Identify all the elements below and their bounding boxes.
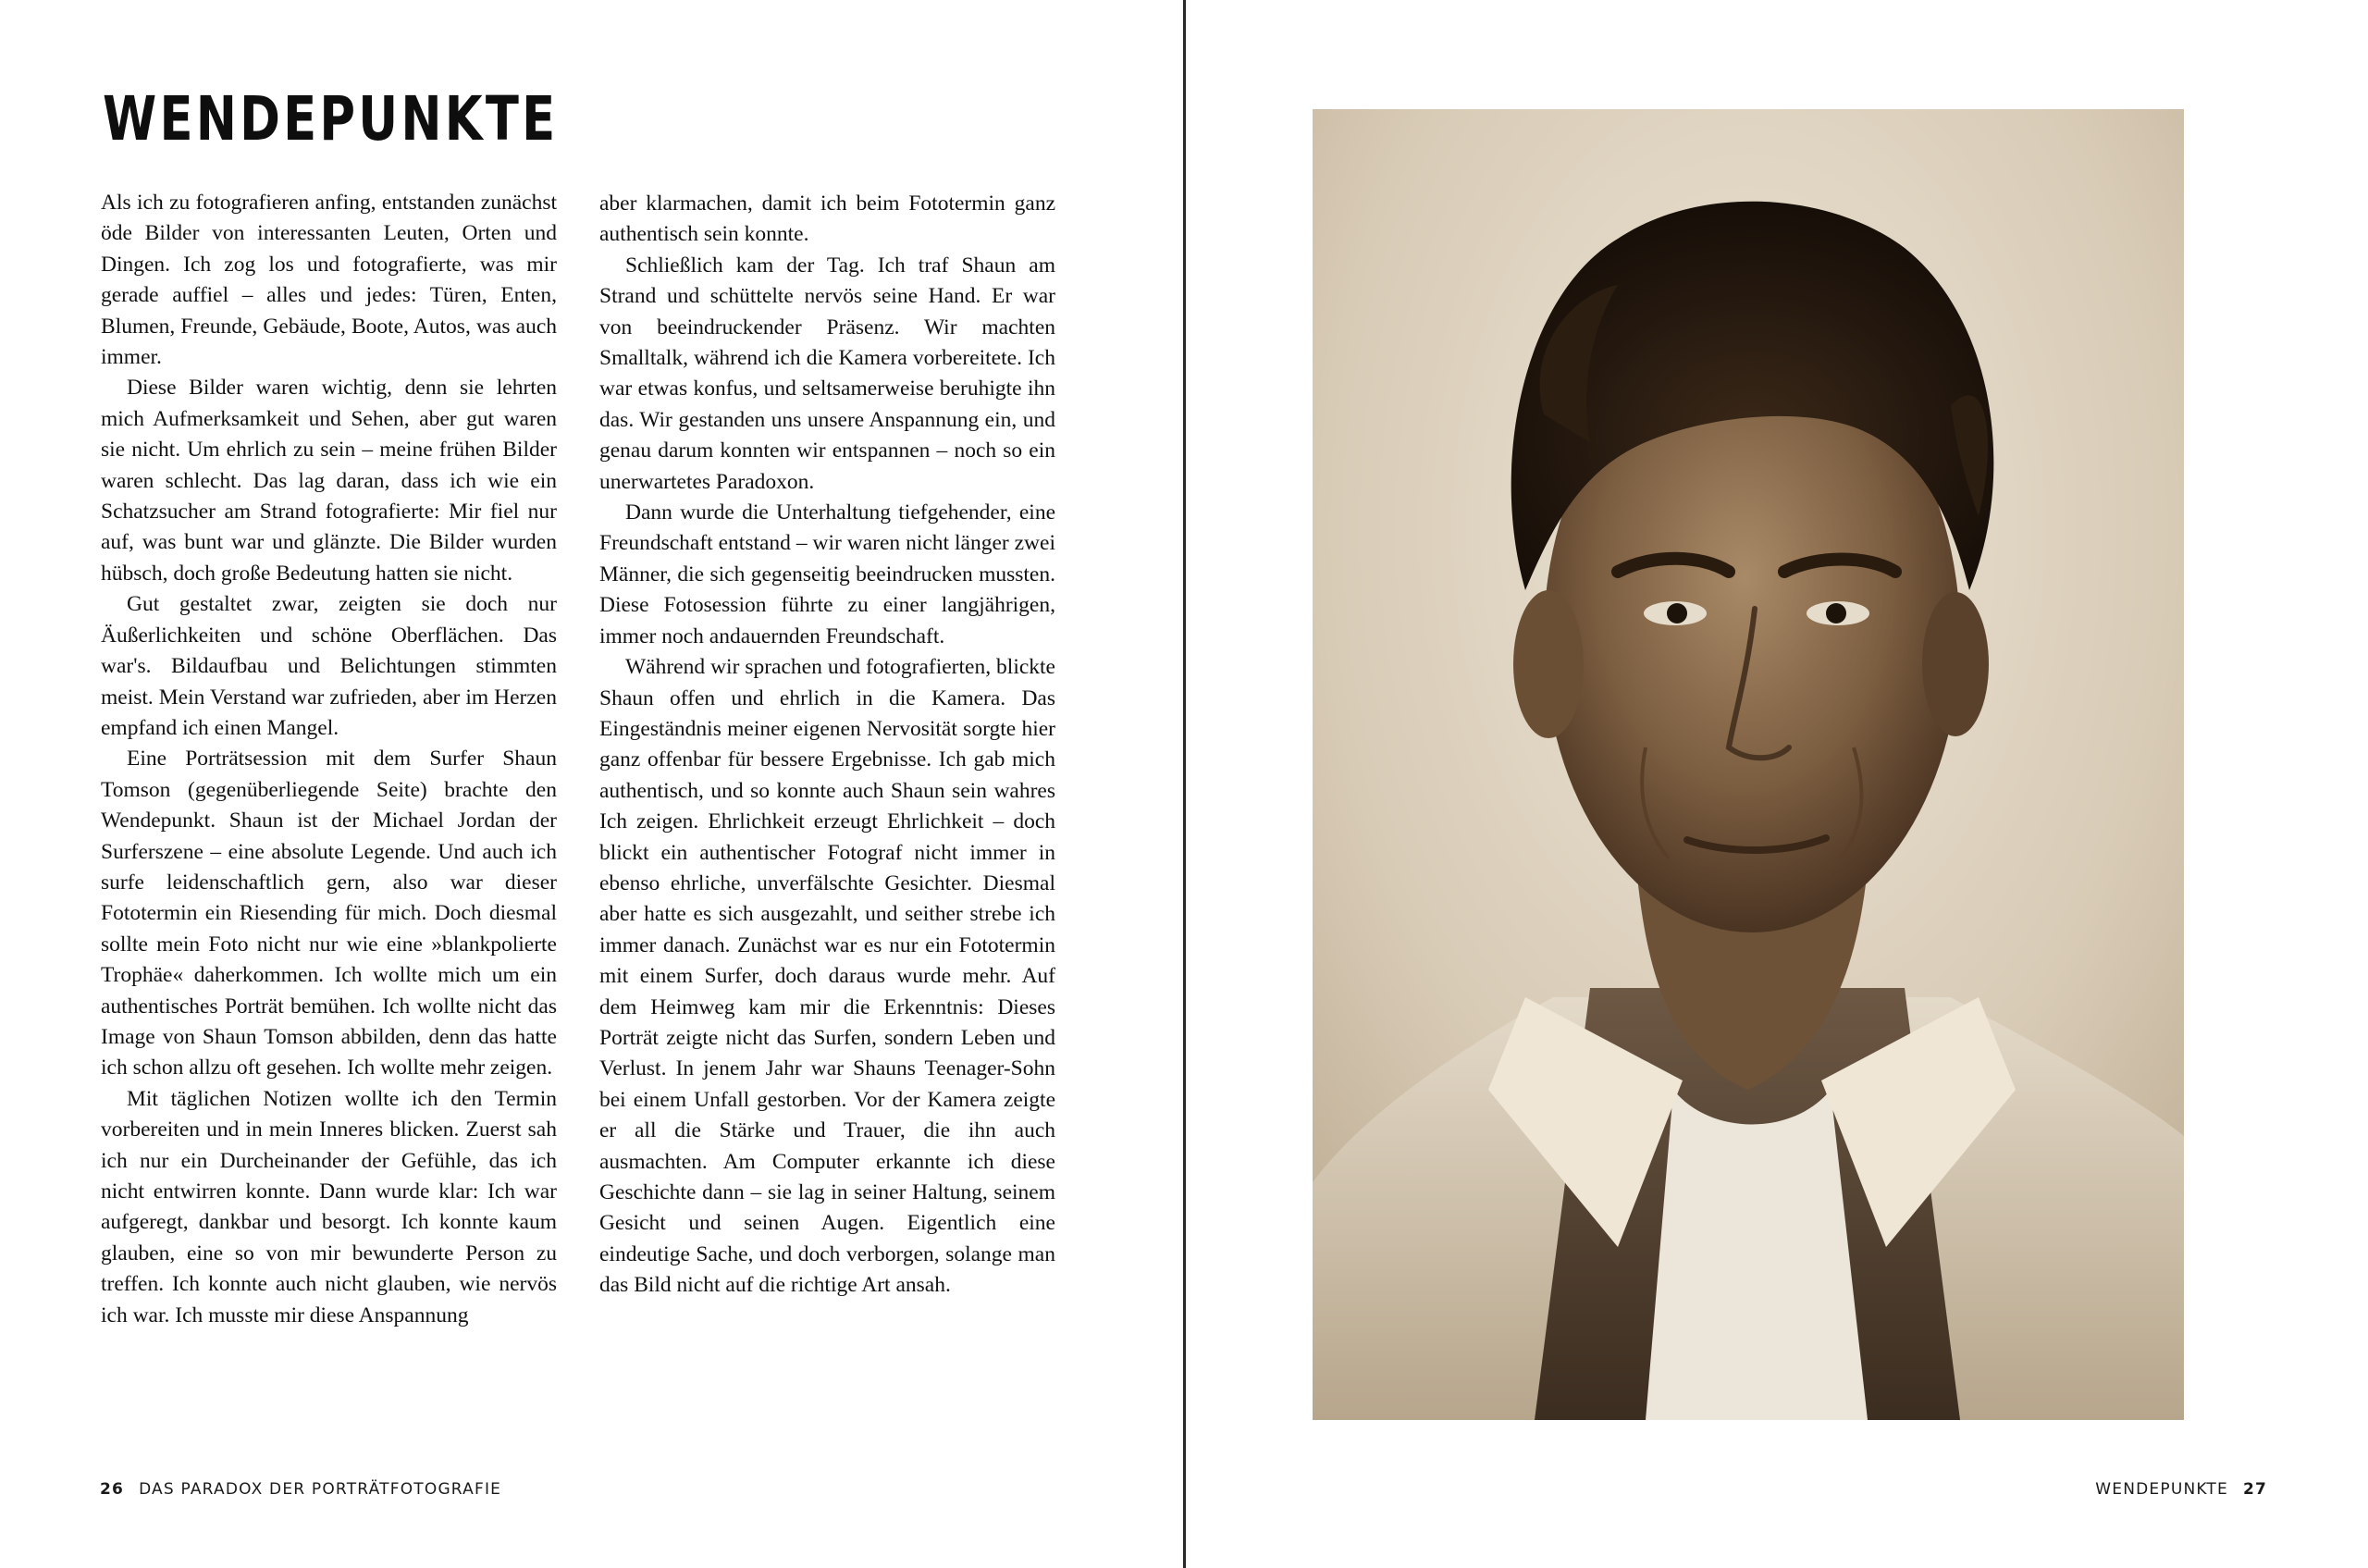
- page-number: 26: [100, 1480, 125, 1499]
- portrait-image-icon: [1313, 109, 2184, 1420]
- paragraph: Schließlich kam der Tag. Ich traf Shaun am Strand und schüttelte nervös seine Hand. Er war von beeindruckender Präsenz. Wir machten Smalltalk, während ich die Kamera vorbereitete. Ich war etwas konfus, und seltsamerweise beruhigte ihn das. Wir gestanden uns unsere Anspannung ein, und genau darum konnten wir entspannen – noch so ein unerwartetes Paradoxon.: [599, 253, 1055, 494]
- paragraph: Als ich zu fotografieren anfing, entstanden zunächst öde Bilder von interessanten Leuten, Orten und Dingen. Ich zog los und fotografierte, was mir gerade auffiel – alles und jedes: Türen, Enten, Blumen, Freunde, Gebäude, Boote, Autos, was auch immer.: [101, 191, 557, 370]
- paragraph: Dann wurde die Unterhaltung tiefgehender, eine Freundschaft entstand – wir waren nicht länger zwei Männer, die sich gegenseitig beeindrucken mussten. Diese Fotosession führte zu einer langjährigen, immer noch andauernden Freundschaft.: [599, 500, 1055, 648]
- chapter-heading: WENDEPUNKTE: [103, 83, 559, 154]
- running-title: WENDEPUNKTE: [2095, 1480, 2228, 1499]
- portrait-photo: [1313, 109, 2184, 1420]
- paragraph-continued: aber klarmachen, damit ich beim Fototermin ganz authentisch sein konnte.: [599, 191, 1055, 247]
- text-column-2: [599, 189, 1055, 1302]
- running-title: DAS PARADOX DER PORTRÄTFOTOGRAFIE: [139, 1480, 502, 1499]
- paragraph: Während wir sprachen und fotografierten, blickte Shaun offen und ehrlich in die Kamera. Das Eingeständnis meiner eigenen Nervosität sorgte hier ganz offenbar für bessere Ergebnisse. Ich gab mich authentisch, und so konnte auch Shaun sein wahres Ich zeigen. Ehrlichkeit erzeugt Ehrlichkeit – doch blickt ein authentischer Fotograf nicht immer in ebenso ehrliche, unverfälschte Gesichter. Diesmal aber hatte es sich ausgezahlt, und seither strebe ich immer danach. Zunächst war es nur ein Fototermin mit einem Surfer, doch daraus wurde mehr. Auf dem Heimweg kam mir die Erkenntnis: Dieses Porträt zeigte nicht das Surfen, sondern Leben und Verlust. In jenem Jahr war Shauns Teenager-Sohn bei einem Unfall gestorben. Vor der Kamera zeigte er all die Stärke und Trauer, die ihn auch ausmachten. Am Computer erkannte ich diese Geschichte dann – sie lag in seiner Haltung, seinem Gesicht und seinen Augen. Eigentlich eine eindeutige Sache, und doch verborgen, solange man das Bild nicht auf die richtige Art ansah.: [599, 655, 1055, 1298]
- paragraph: Eine Porträtsession mit dem Surfer Shaun Tomson (gegenüberliegende Seite) brachte den Wendepunkt. Shaun ist der Michael Jordan der Surferszene – eine absolute Legende. Und auch ich surfe leidenschaftlich gern, also war dieser Fototermin ein Riesending für mich. Doch diesmal sollte mein Foto nicht nur wie eine »blankpolierte Trophäe« daherkommen. Ich wollte mich um ein authentisches Porträt bemühen. Ich wollte nicht das Image von Shaun Tomson abbilden, denn das hatte ich schon allzu oft gesehen. Ich wollte mehr zeigen.: [101, 747, 557, 1080]
- left-footer: [100, 1480, 501, 1499]
- page-number: 27: [2242, 1480, 2267, 1499]
- paragraph: Diese Bilder waren wichtig, denn sie lehrten mich Aufmerksamkeit und Sehen, aber gut waren sie nicht. Um ehrlich zu sein – meine frühen Bilder waren schlecht. Das lag daran, dass ich wie ein Schatzsucher am Strand fotografierte: Mir fiel nur auf, was bunt war und glänzte. Die Bilder wurden hübsch, doch große Bedeutung hatten sie nicht.: [101, 376, 557, 586]
- right-footer: [2095, 1480, 2267, 1499]
- paragraph: Mit täglichen Notizen wollte ich den Termin vorbereiten und in mein Inneres blicken. Zuerst sah ich nur ein Durcheinander der Gefühle, das ich nicht entwirren konnte. Dann wurde klar: Ich war aufgeregt, dankbar und besorgt. Ich konnte kaum glauben, eine so von mir bewunderte Person zu treffen. Ich konnte auch nicht glauben, wie nervös ich war. Ich musste mir diese Anspannung: [101, 1086, 557, 1327]
- paragraph: Gut gestaltet zwar, zeigten sie doch nur Äußerlichkeiten und schöne Oberflächen. Das war's. Bildaufbau und Belichtungen stimmten meist. Mein Verstand war zufrieden, aber im Herzen empfand ich einen Mangel.: [101, 592, 557, 740]
- text-column-1: [101, 188, 557, 1331]
